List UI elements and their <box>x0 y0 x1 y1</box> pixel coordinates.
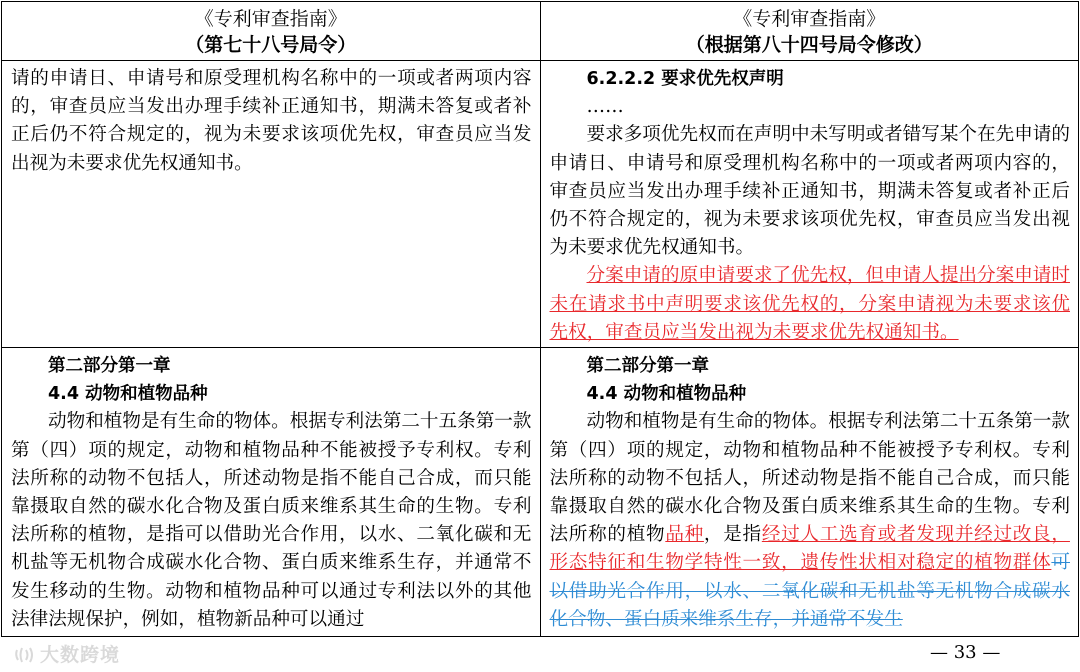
row2-right-text-b: ，是指 <box>703 524 762 546</box>
row1-right-ellipsis: …… <box>586 96 624 118</box>
watermark-logo <box>14 640 120 667</box>
watermark-text: 大数跨境 <box>40 644 121 666</box>
row1-left-cell <box>2 61 541 348</box>
row1-right-inserted-text: 分案申请的原申请要求了优先权，但申请人提出分案申请时未在请求书中声明要求该优先权的，分案申请视为未要求该优先权，审查员应当发出视为未要求优先权通知书。 <box>549 265 1070 343</box>
row1-right-cell <box>540 61 1079 348</box>
row2-right-deleted-1: 可以借助光合作用，以水、二氧化碳和无机盐等无机物合成碳水化合物、蛋白质来维系生存，并通常不发生 <box>549 552 1070 630</box>
row2-left-cell <box>2 348 541 637</box>
row1-right-text: 要求多项优先权而在声明中未写明或者错写某个在先申请的申请日、申请号和原受理机构名称中的一项或者两项内容的，审查员应当发出办理手续补正通知书，期满未答复或者补正后仍不符合规定的，视为未要求该项优先权，审查员应当发出视为未要求优先权通知书。 <box>549 124 1070 259</box>
right-header-subtitle: （根据第八十四号局令修改） <box>685 34 933 56</box>
row2-left-heading2: 4.4 动物和植物品种 <box>48 384 208 405</box>
row2-right-cell <box>540 348 1079 637</box>
right-header-title: 《专利审查指南》 <box>733 8 886 30</box>
table-row <box>2 348 1079 637</box>
row2-right-heading2: 4.4 动物和植物品种 <box>586 384 747 405</box>
row2-right-heading1: 第二部分第一章 <box>586 356 709 377</box>
table-row <box>2 61 1079 348</box>
row1-left-text: 请的申请日、申请号和原受理机构名称中的一项或者两项内容的，审查员应当发出办理手续补正通知书，期满未答复或者补正后仍不符合规定的，视为未要求该项优先权，审查员应当发出视为未要求优先权通知书。 <box>11 68 532 174</box>
row2-right-text <box>550 408 1071 634</box>
row2-left-heading1: 第二部分第一章 <box>48 356 171 377</box>
watermark-logo-icon <box>14 646 36 664</box>
table-header-row <box>2 2 1079 61</box>
row2-left-text: 动物和植物是有生命的物体。根据专利法第二十五条第一款第（四）项的规定，动物和植物品种不能被授予专利权。专利法所称的动物不包括人，所述动物是指不能自己合成，而只能靠摄取自然的碳水化合物及蛋白质来维系其生命的生物。专利法所称的植物，是指可以借助光合作用，以水、二氧化碳和无机盐等无机物合成碳水化合物、蛋白质来维系生存，并通常不发生移动的生物。动物和植物品种可以通过专利法以外的其他法律法规保护，例如，植物新品种可以通过 <box>11 411 532 630</box>
row2-right-inserted-2: 经过人工选育或者发现并经过改良，形态特征和生物学特性一致，遗传性状相对稳定的植物群体 <box>549 524 1070 574</box>
left-header-subtitle: （第七十八号局令） <box>185 34 357 56</box>
row2-right-text-a: 动物和植物是有生命的物体。根据专利法第二十五条第一款第（四）项的规定，动物和植物品种不能被授予专利权。专利法所称的动物不包括人，所述动物是指不能自己合成，而只能靠摄取自然的碳水化合物及蛋白质来维系其生命的生物。专利法所称的植物 <box>549 411 1070 546</box>
page-number: — 33 — <box>930 642 1001 663</box>
row2-right-inserted-1: 品种 <box>665 524 704 546</box>
left-header-title: 《专利审查指南》 <box>194 8 347 30</box>
row1-right-heading: 6.2.2.2 要求优先权声明 <box>586 69 784 89</box>
comparison-table <box>1 1 1079 637</box>
left-column-header <box>2 2 541 61</box>
right-column-header <box>540 2 1079 61</box>
